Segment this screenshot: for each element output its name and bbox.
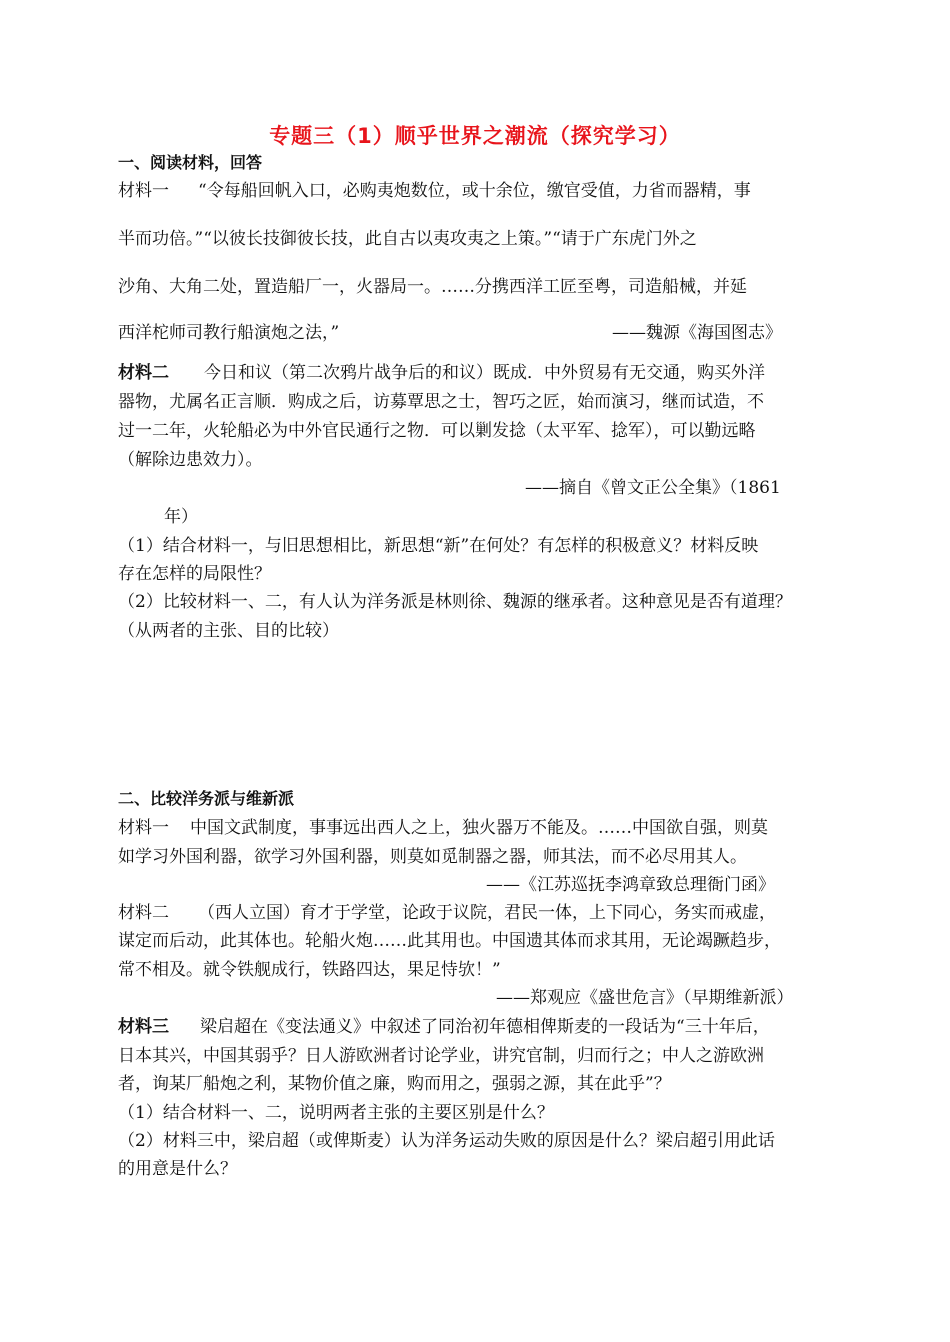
- s2-material-3-label: 材料三: [118, 1017, 169, 1037]
- s1-question-1: （1）结合材料一，与旧思想相比，新思想“新”在何处？有怎样的积极意义？材料反映: [118, 536, 759, 556]
- s1-material-2-source: 年）: [164, 507, 198, 527]
- s1-material-1-label: 材料一: [118, 181, 169, 201]
- section-2-heading: 二、比较洋务派与维新派: [118, 789, 295, 808]
- s2-question-2: 的用意是什么？: [118, 1159, 237, 1179]
- s1-question-1: 存在怎样的局限性？: [118, 564, 271, 584]
- s2-question-1: （1）结合材料一、二，说明两者主张的主要区别是什么？: [118, 1103, 554, 1123]
- s2-material-2-line: （西人立国）育才于学堂，论政于议院，君民一体，上下同心，务实而戒虚，: [198, 903, 776, 923]
- s2-material-2-source: ——郑观应《盛世危言》（早期维新派）: [496, 988, 794, 1008]
- s1-material-1-source: ——魏源《海国图志》: [612, 323, 782, 343]
- s1-material-2-label: 材料二: [118, 363, 169, 383]
- s1-question-2: （从两者的主张、目的比较）: [118, 621, 339, 641]
- s2-material-3-line: 日本其兴，中国其弱乎？日人游欧洲者讨论学业，讲究官制，归而行之；中人之游欧洲: [118, 1046, 764, 1066]
- page-title: 专题三（1）顺乎世界之潮流（探究学习）: [269, 124, 681, 148]
- s1-material-2-line: 过一二年，火轮船必为中外官民通行之物．可以剿发捻（太平军、捻军），可以勤远略: [118, 421, 756, 441]
- s1-material-2-line: 今日和议（第二次鸦片战争后的和议）既成．中外贸易有无交通，购买外洋: [204, 363, 765, 383]
- s2-material-2-line: 常不相及。就令铁舰成行，铁路四达，果足恃欤！”: [118, 960, 501, 980]
- s2-material-1-label: 材料一: [118, 818, 169, 838]
- s2-material-1-line: 如学习外国利器，欲学习外国利器，则莫如觅制器之器，师其法，而不必尽用其人。: [118, 847, 747, 867]
- s1-material-1-line: 半而功倍。”“以彼长技御彼长技，此自古以夷攻夷之上策。”“请于广东虎门外之: [118, 229, 697, 249]
- s1-material-1-line: “令每船回帆入口，必购夷炮数位，或十余位，缴官受值，力省而器精，事: [198, 181, 751, 201]
- s2-material-1-source: ——《江苏巡抚李鸿章致总理衙门函》: [486, 875, 775, 895]
- s2-material-3-line: 梁启超在《变法通义》中叙述了同治初年德相俾斯麦的一段话为“三十年后，: [200, 1017, 770, 1037]
- s2-question-2: （2）材料三中，梁启超（或俾斯麦）认为洋务运动失败的原因是什么？梁启超引用此话: [118, 1131, 775, 1151]
- s1-material-1-line: 西洋柁师司教行船演炮之法，”: [118, 323, 340, 343]
- s2-material-2-label: 材料二: [118, 903, 169, 923]
- s1-material-2-source: ——摘自《曾文正公全集》（1861: [525, 478, 781, 498]
- s2-material-1-line: 中国文武制度，事事远出西人之上，独火器万不能及。……中国欲自强，则莫: [190, 818, 768, 838]
- s2-material-2-line: 谋定而后动，此其体也。轮船火炮……此其用也。中国遗其体而求其用，无论竭蹶趋步，: [118, 931, 781, 951]
- s2-material-3-line: 者，询某厂船炮之利，某物价值之廉，购而用之，强弱之源，其在此乎”？: [118, 1074, 671, 1094]
- s1-material-2-line: （解除边患效力）。: [118, 450, 263, 470]
- s1-question-2: （2）比较材料一、二，有人认为洋务派是林则徐、魏源的继承者。这种意见是否有道理？: [118, 592, 792, 612]
- s1-material-2-line: 器物，尤属名正言顺．购成之后，访募覃思之士，智巧之匠，始而演习，继而试造，不: [118, 392, 764, 412]
- s1-material-1-line: 沙角、大角二处，置造船厂一，火器局一。……分携西洋工匠至粤，司造船械，并延: [118, 277, 747, 297]
- section-1-heading: 一、阅读材料，回答: [118, 153, 263, 172]
